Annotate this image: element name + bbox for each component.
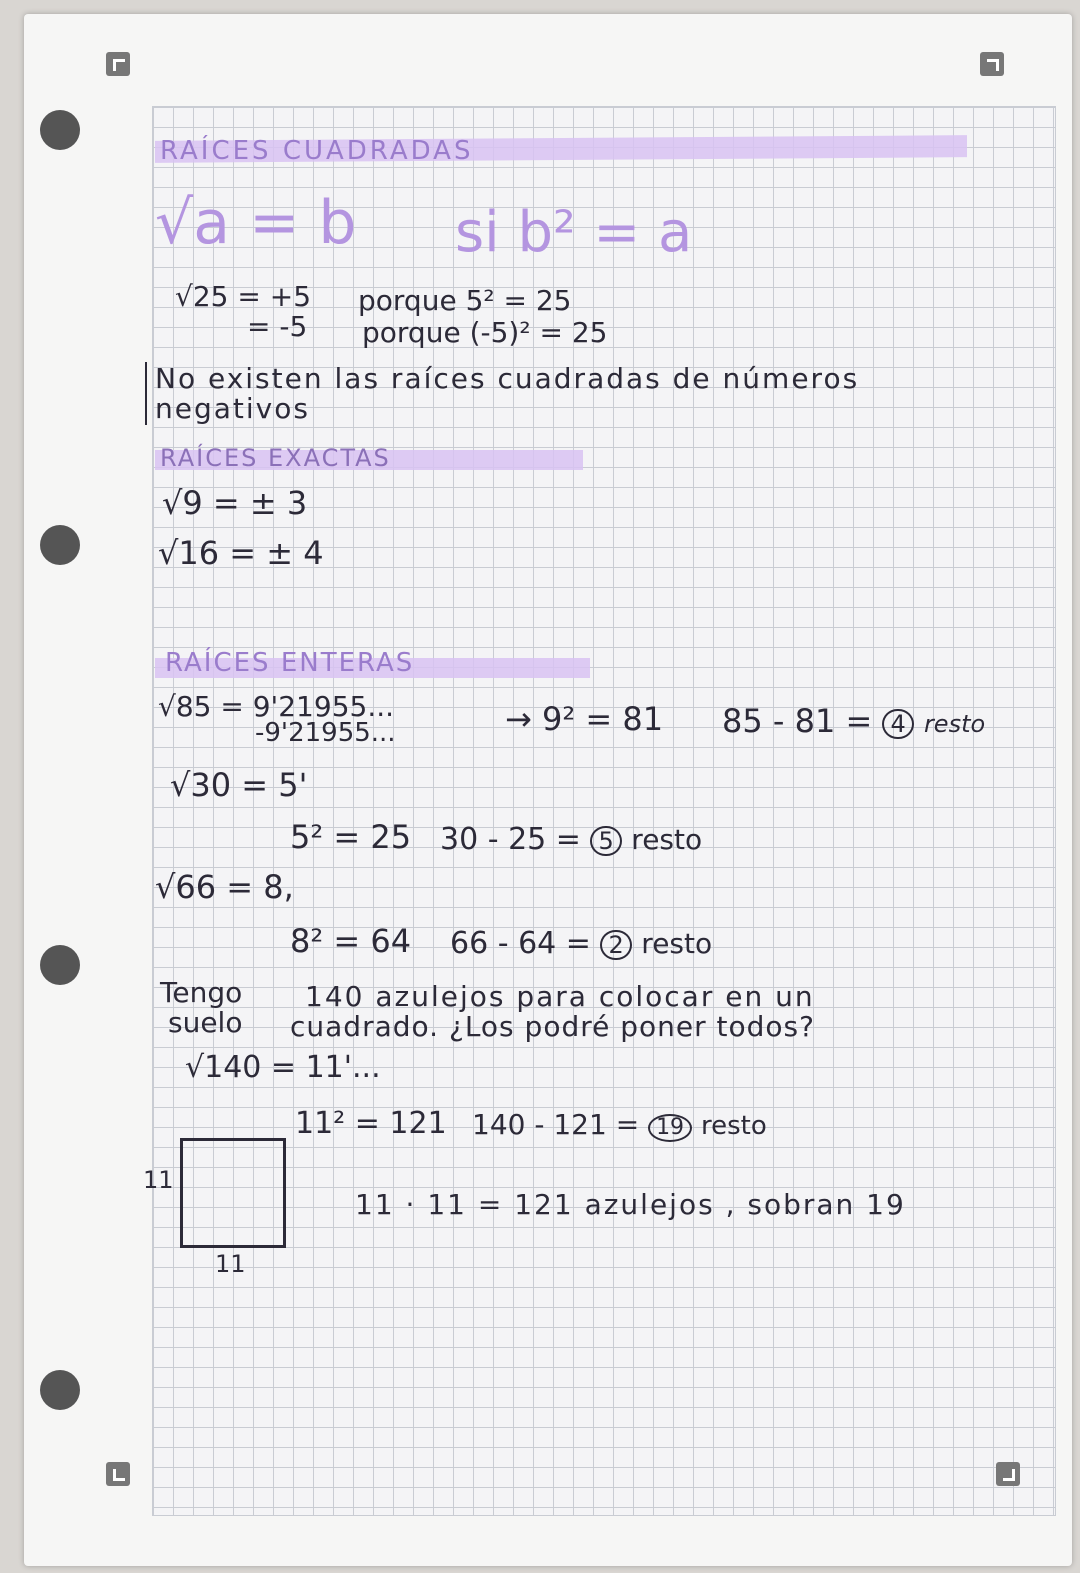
- section-title: RAÍCES CUADRADAS: [160, 136, 474, 166]
- root-85-rest-value: 4: [882, 709, 913, 739]
- root-140-rest-expr: 140 - 121 =: [472, 1108, 640, 1141]
- root-66-rest-expr: 66 - 64 =: [450, 926, 591, 961]
- because-neg: porque (-5)² = 25: [362, 316, 608, 349]
- problem-line1: 140 azulejos para colocar en un: [305, 980, 815, 1013]
- root-140-square: 11² = 121: [295, 1106, 447, 1141]
- problem-word-tengo: Tengo: [160, 976, 243, 1009]
- root-30-rest-expr: 30 - 25 =: [440, 822, 581, 857]
- root-85-line1: √85 = 9'21955...: [158, 690, 395, 723]
- definition-lhs: √a = b: [155, 188, 357, 258]
- root-66: √66 = 8,: [155, 868, 294, 906]
- binder-hole: [40, 945, 80, 985]
- binder-hole: [40, 110, 80, 150]
- root-30-rest-value: 5: [590, 826, 621, 856]
- problem-word-suelo: suelo: [168, 1006, 243, 1039]
- note-line2: negativos: [145, 392, 310, 425]
- binder-hole: [40, 525, 80, 565]
- integer-title: RAÍCES ENTERAS: [165, 648, 415, 678]
- root-85-rest-expr: 85 - 81 =: [722, 702, 873, 740]
- root-140-rest-label: resto: [700, 1111, 767, 1141]
- binder-hole: [40, 1370, 80, 1410]
- root-140-rest: [472, 1108, 767, 1142]
- root-85-line2: -9'21955...: [255, 718, 396, 748]
- note-line1: No existen las raíces cuadradas de números: [145, 362, 859, 395]
- corner-mark-icon: [996, 1462, 1020, 1486]
- root-85-rest-label: resto: [923, 710, 986, 738]
- root-30-rest: [440, 822, 702, 857]
- corner-mark-icon: [106, 52, 130, 76]
- conclusion: 11 · 11 = 121 azulejos , sobran 19: [355, 1188, 906, 1221]
- root-30-rest-label: resto: [631, 823, 703, 856]
- example-sqrt25-pos: √25 = +5: [175, 280, 312, 313]
- root-66-square: 8² = 64: [290, 922, 412, 960]
- root-66-rest: [450, 926, 712, 961]
- example-sqrt25-neg: = -5: [247, 310, 308, 343]
- square-side-left-label: 11: [143, 1166, 174, 1194]
- exact-title: RAÍCES EXACTAS: [160, 444, 391, 472]
- root-85-rest: [722, 702, 985, 740]
- root-140-rest-value: 19: [648, 1114, 692, 1142]
- because-pos: porque 5² = 25: [358, 284, 572, 317]
- root-140: √140 = 11'...: [185, 1050, 381, 1085]
- square-side-bottom-label: 11: [215, 1250, 246, 1278]
- root-66-rest-label: resto: [641, 927, 713, 960]
- tile-square-diagram: [180, 1138, 286, 1248]
- corner-mark-icon: [980, 52, 1004, 76]
- root-30-square: 5² = 25: [290, 818, 412, 856]
- exact-root-16: √16 = ± 4: [158, 534, 324, 572]
- problem-line2: cuadrado. ¿Los podré poner todos?: [290, 1010, 815, 1043]
- exact-root-9: √9 = ± 3: [162, 484, 308, 522]
- root-30: √30 = 5': [170, 766, 308, 804]
- definition-rhs: si b² = a: [455, 200, 693, 265]
- corner-mark-icon: [106, 1462, 130, 1486]
- root-85-square: → 9² = 81: [505, 700, 664, 738]
- root-66-rest-value: 2: [600, 930, 631, 960]
